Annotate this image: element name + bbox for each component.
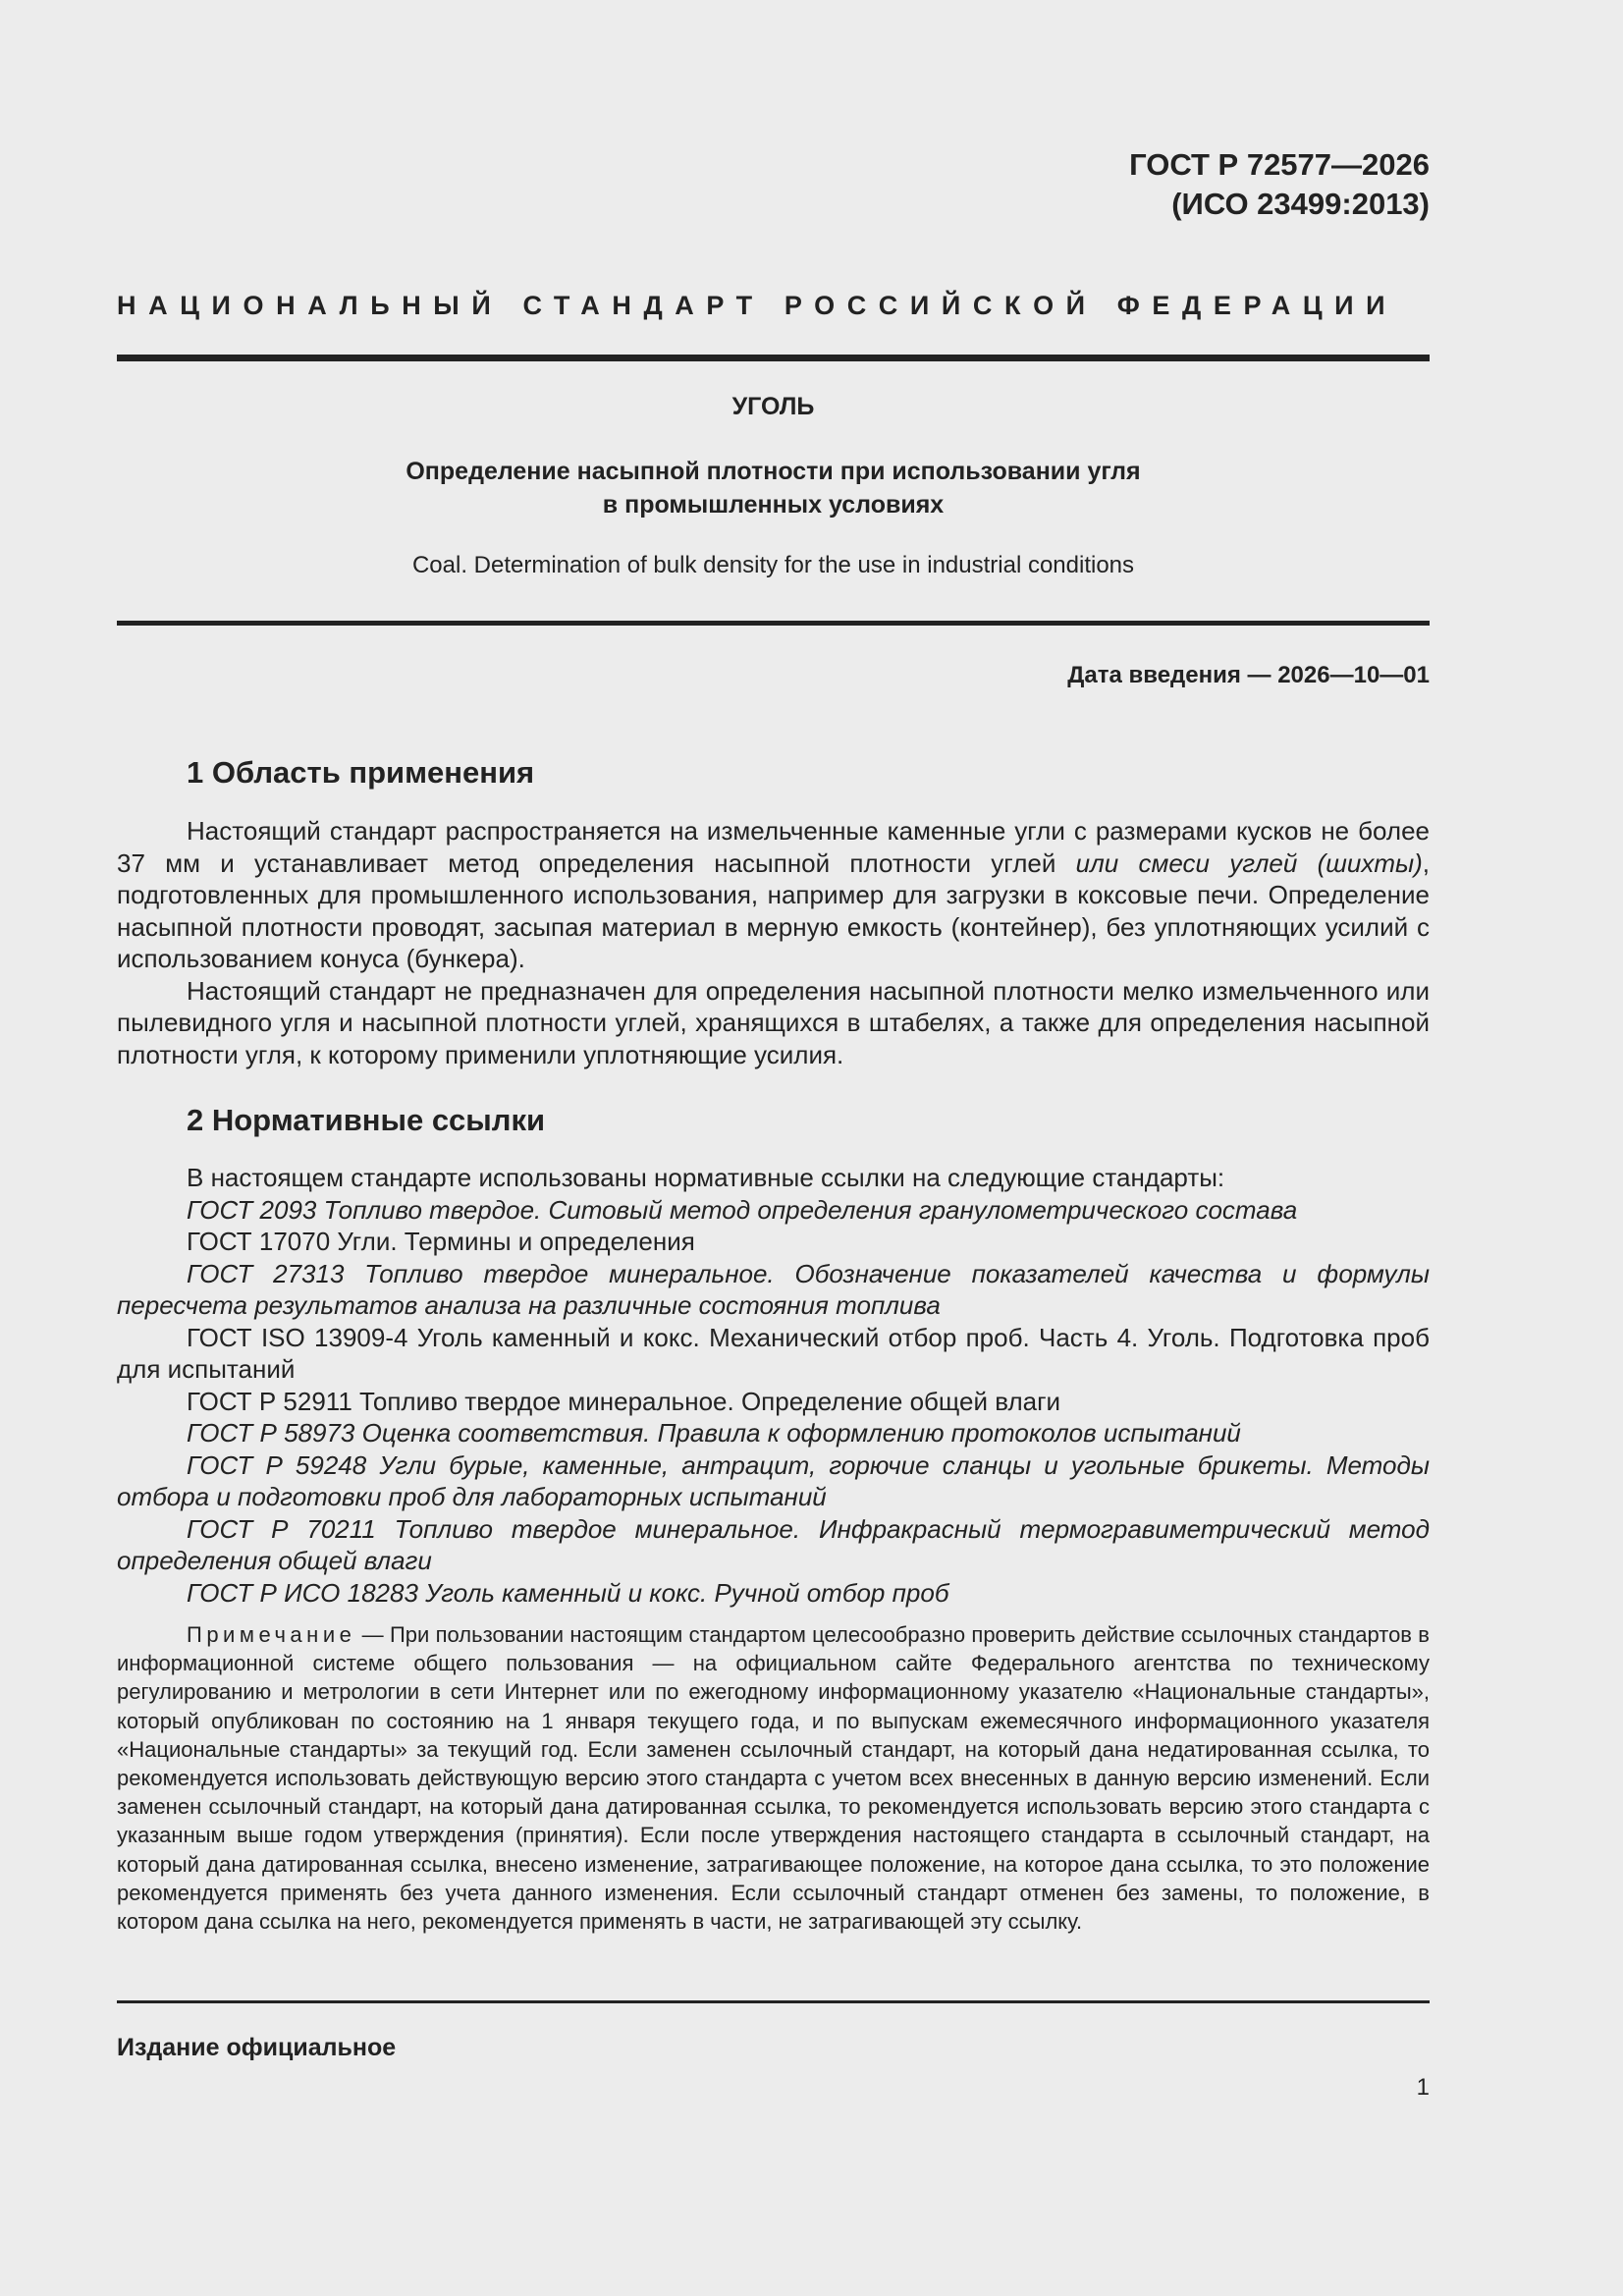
reference-item: ГОСТ Р 70211 Топливо твердое минеральное. Инфракрасный термогравиметрический метод определения общей влаги <box>117 1513 1430 1575</box>
reference-item: ГОСТ Р ИСО 18283 Уголь каменный и кокс. Ручной отбор проб <box>187 1577 949 1608</box>
document-identifier <box>1129 145 1430 224</box>
introduction-date: Дата введения — 2026—10—01 <box>1067 662 1430 688</box>
official-edition-label: Издание официальное <box>117 2034 397 2061</box>
reference-item: ГОСТ Р 58973 Оценка соответствия. Правила к оформлению протоколов испытаний <box>187 1418 1241 1448</box>
section-1-paragraph-1 <box>117 815 1430 975</box>
note-text: — При пользовании настоящим стандартом целесообразно проверить действие ссылочных стандартов в информационной системе общего пользования — на официальном сайте Федерального агентства по техническому регулированию и метрологии в сети Интернет или по ежегодному информационному указателю «Национальные стандарты», который опубликован по состоянию на 1 января текущего года, и по выпускам ежемесячного информационного указателя «Национальные стандарты» за текущий год. Если заменен ссылочный стандарт, на который дана недатированная ссылка, то рекомендуется использовать действующую версию этого стандарта с учетом всех внесенных в данную версию изменений. Если заменен ссылочный стандарт, на который дана датированная ссылка, то рекомендуется использовать версию этого стандарта с указанным выше годом утверждения (принятия). Если после утверждения настоящего стандарта в ссылочный стандарт, на который дана датированная ссылка, внесено изменение, затрагивающее положение, на которое дана ссылка, то это положение рекомендуется применять без учета данного изменения. Если ссылочный стандарт отменен без замены, то положение, в котором дана ссылка на него, рекомендуется применять в части, не затрагивающей эту ссылку. <box>117 1622 1430 1935</box>
standard-title: УГОЛЬ <box>731 393 815 420</box>
footer-divider <box>117 2000 1430 2003</box>
p1-italic-insert: или смеси углей (шихты) <box>1075 847 1423 878</box>
reference-item: ГОСТ Р 52911 Топливо твердое минеральное. Определение общей влаги <box>187 1386 1061 1416</box>
note-label: Примечание <box>187 1622 356 1647</box>
section-2-heading: 2 Нормативные ссылки <box>187 1103 546 1137</box>
top-divider <box>117 355 1430 361</box>
national-standard-title: НАЦИОНАЛЬНЫЙ СТАНДАРТ РОССИЙСКОЙ ФЕДЕРАЦИИ <box>117 291 1398 320</box>
reference-item: ГОСТ 27313 Топливо твердое минеральное. Обозначение показателей качества и формулы пересчета результатов анализа на различные состояния топлива <box>117 1258 1430 1320</box>
reference-item: ГОСТ ISO 13909-4 Уголь каменный и кокс. Механический отбор проб. Часть 4. Уголь. Подготовка проб для испытаний <box>117 1322 1430 1384</box>
subtitle-line-1: Определение насыпной плотности при использовании угля <box>406 458 1141 485</box>
reference-item: ГОСТ 17070 Угли. Термины и определения <box>187 1227 695 1256</box>
section-1-body <box>117 815 1430 1070</box>
section-1-heading: 1 Область применения <box>187 755 535 790</box>
references-intro: В настоящем стандарте использованы нормативные ссылки на следующие стандарты: <box>187 1163 1225 1192</box>
p1-text-a: Настоящий стандарт распространяется на измельченные каменные угли с размерами кусков не более 37 мм и устанавливает метод определения насыпной плотности углей <box>117 816 1430 878</box>
english-title: Coal. Determination of bulk density for the use in industrial conditions <box>411 552 1135 578</box>
iso-number: (ИСО 23499:2013) <box>1171 187 1430 221</box>
title-divider <box>117 621 1430 626</box>
section-2-body <box>117 1162 1430 1609</box>
reference-item: ГОСТ Р 59248 Угли бурые, каменные, антрацит, горючие сланцы и угольные брикеты. Методы отбора и подготовки проб для лабораторных испытаний <box>117 1449 1430 1511</box>
references-note <box>117 1620 1430 1936</box>
standard-subtitle <box>117 455 1430 521</box>
page-number: 1 <box>1416 2074 1430 2101</box>
section-1-paragraph-2: Настоящий стандарт не предназначен для определения насыпной плотности мелко измельченного или пылевидного угля и насыпной плотности углей, хранящихся в штабелях, а также для определения насыпной плотности угля, к которому применили уплотняющие усилия. <box>117 975 1430 1069</box>
p1-text-b: , подготовленных для промышленного использования, например для загрузки в коксовые печи. Определение насыпной плотности проводят, засыпая материал в мерную емкость (контейнер), без уплотняющих усилий с использованием конуса (бункера). <box>117 847 1430 973</box>
doc-number: ГОСТ Р 72577—2026 <box>1129 147 1430 182</box>
reference-item: ГОСТ 2093 Топливо твердое. Ситовый метод определения гранулометрического состава <box>187 1194 1298 1225</box>
subtitle-line-2: в промышленных условиях <box>602 491 945 519</box>
